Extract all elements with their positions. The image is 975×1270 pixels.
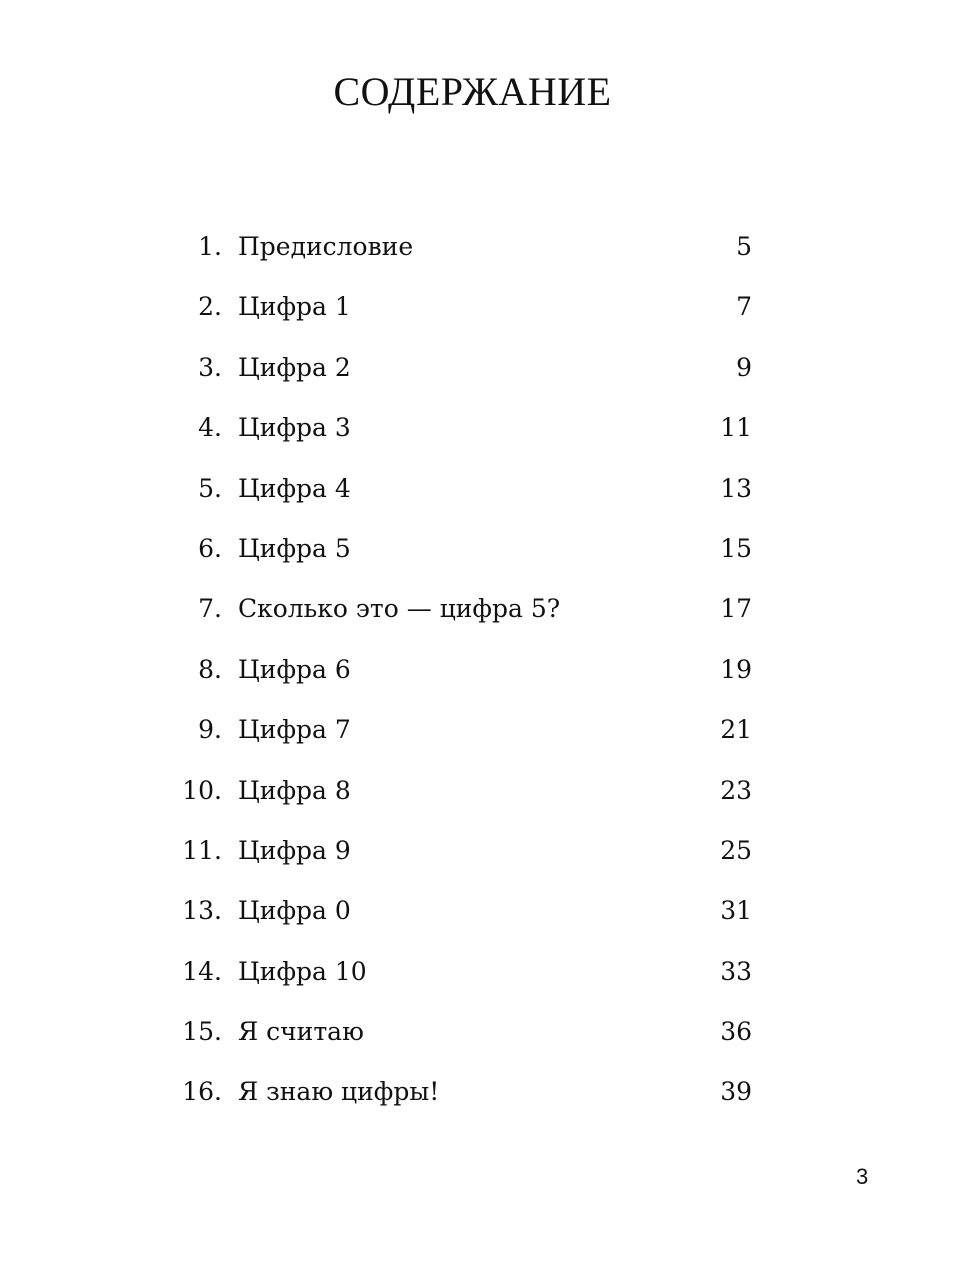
toc-entry-1[interactable] [170, 222, 752, 282]
toc-entry-number: 6. [198, 533, 222, 563]
toc-entry-number: 10. [182, 775, 222, 805]
toc-entry-title: Цифра 8 [238, 775, 351, 805]
toc-entry-page: 13 [720, 473, 752, 503]
toc-entry-11[interactable] [170, 826, 752, 886]
toc-entry-number: 5. [198, 473, 222, 503]
toc-entry-page: 19 [720, 654, 752, 684]
toc-entry-5[interactable] [170, 464, 752, 524]
toc-entry-title: Цифра 10 [238, 956, 367, 986]
toc-entry-number: 11. [182, 835, 222, 865]
toc-entry-6[interactable] [170, 524, 752, 584]
toc-entry-title: Цифра 3 [238, 413, 351, 443]
toc-entry-page: 23 [720, 775, 752, 805]
page-title: СОДЕРЖАНИЕ [333, 69, 612, 114]
toc-entry-number: 9. [198, 715, 222, 745]
toc-entry-title: Цифра 0 [238, 896, 351, 926]
toc-entry-16[interactable] [170, 1067, 752, 1127]
toc-entry-number: 14. [182, 956, 222, 986]
toc-entry-page: 15 [720, 533, 752, 563]
toc-entry-number: 2. [198, 292, 222, 322]
toc-entry-title: Цифра 7 [238, 715, 351, 745]
toc-entry-number: 8. [198, 654, 222, 684]
toc-entry-page: 31 [720, 896, 752, 926]
toc-entry-title: Предисловие [238, 232, 414, 261]
toc-entry-number: 15. [182, 1017, 222, 1047]
toc-entry-page: 36 [720, 1017, 752, 1047]
toc-entry-number: 13. [182, 896, 222, 926]
toc-entry-title: Я знаю цифры! [238, 1077, 440, 1107]
toc-entry-number: 4. [198, 413, 222, 443]
toc-entry-title: Цифра 9 [238, 835, 351, 865]
table-of-contents [170, 222, 752, 1128]
toc-entry-number: 1. [198, 232, 222, 261]
toc-entry-page: 11 [720, 413, 752, 443]
page-number: 3 [856, 1164, 869, 1189]
toc-entry-15[interactable] [170, 1007, 752, 1067]
toc-entry-8[interactable] [170, 645, 752, 705]
toc-entry-number: 16. [182, 1077, 222, 1107]
toc-entry-title: Цифра 4 [238, 473, 351, 503]
toc-entry-title: Цифра 5 [238, 533, 351, 563]
toc-entry-7[interactable] [170, 584, 752, 644]
toc-entry-title: Цифра 1 [238, 292, 351, 322]
toc-entry-page: 39 [720, 1077, 752, 1107]
toc-entry-page: 5 [736, 232, 752, 261]
toc-entry-page: 17 [720, 594, 752, 624]
toc-entry-2[interactable] [170, 282, 752, 342]
toc-entry-page: 9 [736, 352, 752, 382]
toc-entry-4[interactable] [170, 403, 752, 463]
toc-entry-page: 7 [736, 292, 752, 322]
toc-entry-13[interactable] [170, 886, 752, 946]
toc-entry-page: 21 [720, 715, 752, 745]
toc-entry-page: 25 [720, 835, 752, 865]
toc-entry-3[interactable] [170, 343, 752, 403]
toc-entry-10[interactable] [170, 766, 752, 826]
toc-entry-title: Цифра 6 [238, 654, 351, 684]
toc-entry-number: 7. [198, 594, 222, 624]
toc-entry-title: Сколько это — цифра 5? [238, 594, 561, 624]
toc-entry-page: 33 [720, 956, 752, 986]
toc-entry-number: 3. [198, 352, 222, 382]
toc-entry-title: Я считаю [238, 1017, 364, 1047]
toc-entry-9[interactable] [170, 705, 752, 765]
toc-entry-14[interactable] [170, 947, 752, 1007]
toc-entry-title: Цифра 2 [238, 352, 351, 382]
